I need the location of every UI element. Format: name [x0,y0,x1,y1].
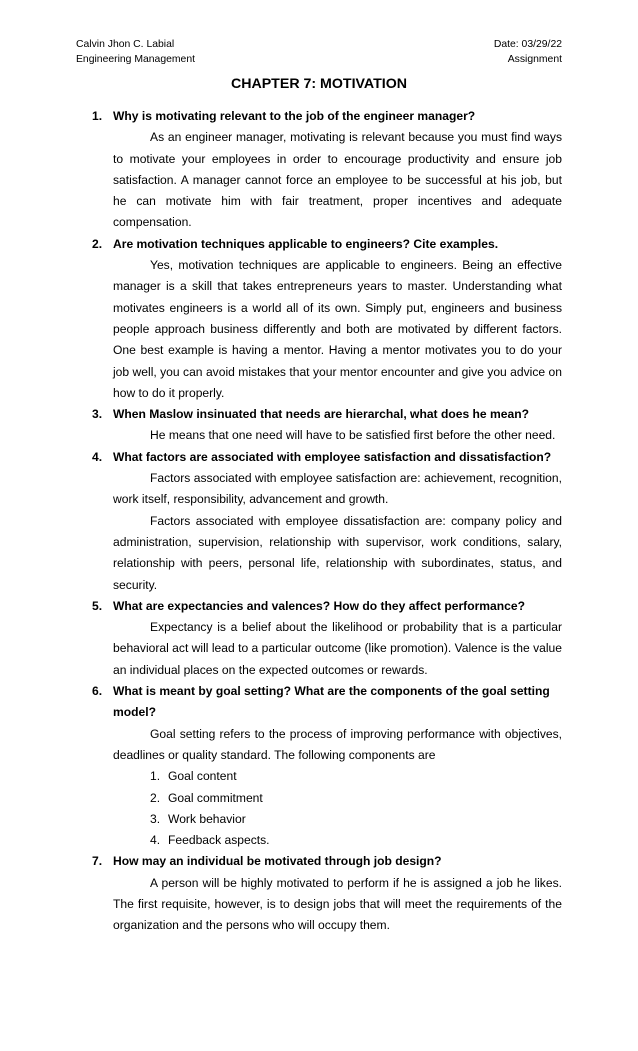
answer [113,255,562,404]
list-item-text: Goal commitment [168,790,263,805]
list-item [150,788,562,809]
question-block-5 [92,596,562,681]
question-text: Why is motivating relevant to the job of the engineer manager? [113,109,476,123]
answer-paragraph: Goal setting refers to the process of improving performance with objectives, deadlines or quality standard. The following components are [113,726,562,762]
answer-paragraph: A person will be highly motivated to perform if he is assigned a job he likes. The first requisite, however, is to design jobs that will meet the requirements of the organization and the persons who will occupy them. [113,875,562,933]
header-right [494,37,562,67]
question-list [92,106,562,937]
answer-paragraph: Factors associated with employee dissatisfaction are: company policy and administration, supervision, relationship with supervisor, work conditions, salary, relationship with peers, personal life, relationship with subordinates, status, and security. [113,513,562,592]
answer-paragraph: Factors associated with employee satisfaction are: achievement, recognition, work itself, responsibility, advancement and growth. [113,471,562,507]
list-item-text: Feedback aspects. [168,833,270,848]
answer-paragraph: Yes, motivation techniques are applicable to engineers. Being an effective manager is a skill that takes entrepreneurs years to master. Understanding what motivates engineers is a world all of its own. Simply put, engineers and business people approach business differently and both are motivated by different factors. One best example is having a mentor. Having a mentor motivates you to do your job well, you can avoid mistakes that your mentor encounter and give you advice on how to do it properly. [113,258,562,400]
question-block-7 [92,851,562,936]
question-text: What are expectancies and valences? How do they affect performance? [113,598,525,613]
component-list [92,766,562,851]
answer [113,873,562,937]
question-heading [92,404,562,425]
answer [113,425,562,446]
question-heading [92,234,562,255]
date-label: Date: 03/29/22 [493,39,562,50]
author-name: Calvin Jhon C. Labial [76,39,175,50]
list-item-text: Goal content [168,769,237,784]
question-number: 1. [92,109,103,123]
answer [113,724,562,767]
question-block-1 [92,106,562,234]
question-block-4 [92,447,562,596]
question-heading [92,851,562,872]
answer [113,617,562,681]
question-heading [92,596,562,617]
course-name: Engineering Management [76,54,195,65]
assignment-label: Assignment [507,54,562,65]
list-item [150,766,562,787]
question-text: What is meant by goal setting? What are the components of the goal setting model? [113,684,550,720]
list-item-number: 4. [150,833,161,848]
question-block-3 [92,404,562,447]
list-item [150,809,562,830]
answer-paragraph: Expectancy is a belief about the likelihood or probability that is a particular behavioral act will lead to a particular outcome (like promotion). Valence is the value an individual places on the expected outcomes or rewards. [113,620,562,677]
question-heading [92,681,562,724]
question-text: What factors are associated with employee satisfaction and dissatisfaction? [113,449,552,464]
question-number: 2. [92,236,103,251]
answer-paragraph: As an engineer manager, motivating is relevant because you must find ways to motivate your employees in order to encourage productivity and ensure job satisfaction. A manager cannot force an employee to be successful at his job, but he can motivate him with fair treatment, proper incentives and adequate compensation. [113,130,562,230]
list-item-text: Work behavior [168,811,246,826]
question-text: Are motivation techniques applicable to engineers? Cite examples. [113,236,499,251]
question-number: 5. [92,598,103,613]
question-heading [92,106,562,127]
answer-paragraph: He means that one need will have to be satisfied first before the other need. [150,428,556,443]
question-block-2 [92,234,562,404]
question-number: 4. [92,449,103,464]
question-number: 6. [92,684,103,699]
question-number: 7. [92,854,103,869]
list-item-number: 2. [150,790,161,805]
question-heading [92,447,562,468]
answer [113,468,562,596]
list-item-number: 3. [150,811,161,826]
question-text: When Maslow insinuated that needs are hierarchal, what does he mean? [113,407,529,422]
chapter-title: CHAPTER 7: MOTIVATION [230,76,408,92]
header-left [76,37,195,67]
list-item-number: 1. [150,769,161,784]
question-number: 3. [92,407,103,422]
answer [113,127,562,233]
question-block-6 [92,681,562,851]
question-text: How may an individual be motivated through job design? [113,854,442,869]
list-item [150,830,562,851]
